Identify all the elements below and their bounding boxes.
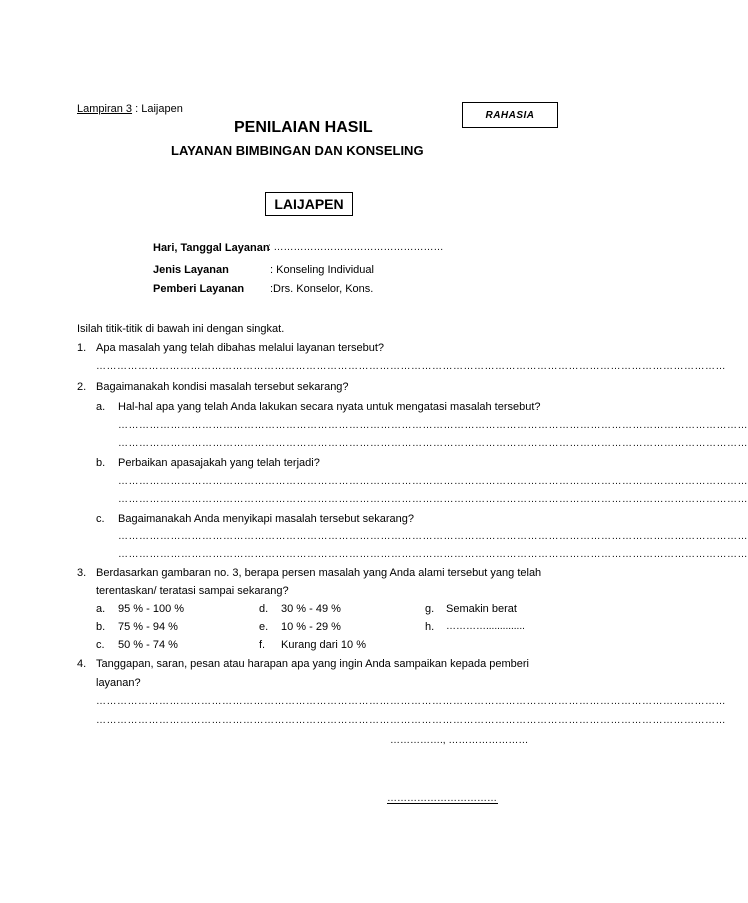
q1-text: Apa masalah yang telah dibahas melalui layanan tersebut? bbox=[96, 342, 385, 354]
q2c-answer-line-1: ……………………………………………………………………………………………………………………………………………………………… bbox=[118, 531, 748, 542]
page-subtitle: LAYANAN BIMBINGAN DAN KONSELING bbox=[171, 143, 424, 158]
pemberi-label: Pemberi Layanan bbox=[153, 283, 245, 295]
q2a-text: Hal-hal apa yang telah Anda lakukan secara nyata untuk mengatasi masalah tersebut? bbox=[118, 401, 541, 413]
q2c-text: Bagaimanakah Anda menyikapi masalah tersebut sekarang? bbox=[118, 513, 414, 525]
page-title: PENILAIAN HASIL bbox=[234, 119, 373, 136]
q3-option-g-text: Semakin berat bbox=[446, 603, 517, 615]
q4-text-line-1: Tanggapan, saran, pesan atau harapan apa yang ingin Anda sampaikan kepada pemberi bbox=[96, 658, 529, 670]
q3-option-a-text: 95 % - 100 % bbox=[118, 603, 185, 615]
q2a-letter: a. bbox=[96, 401, 106, 413]
q3-option-h-letter: h. bbox=[425, 621, 435, 633]
q3-option-e-letter: e. bbox=[259, 621, 269, 633]
q4-number: 4. bbox=[77, 658, 87, 670]
laijapen-title: LAIJAPEN bbox=[274, 196, 344, 212]
signature-line bbox=[387, 803, 498, 804]
rahasia-label: RAHASIA bbox=[485, 110, 535, 121]
q3-option-b-text: 75 % - 94 % bbox=[118, 621, 178, 633]
pemberi-value: :Drs. Konselor, Kons. bbox=[270, 283, 374, 295]
q3-option-g-letter: g. bbox=[425, 603, 435, 615]
jenis-label: Jenis Layanan bbox=[153, 264, 229, 276]
laijapen-box bbox=[265, 192, 353, 216]
rahasia-box bbox=[462, 102, 558, 128]
q2c-letter: c. bbox=[96, 513, 105, 525]
lampiran-label: Lampiran 3 bbox=[77, 103, 133, 115]
jenis-value: : Konseling Individual bbox=[270, 264, 374, 276]
q1-answer-line: ……………………………………………………………………………………………………………………………………………………………… bbox=[96, 361, 726, 372]
q4-text-line-2: layanan? bbox=[96, 677, 141, 689]
q2-text: Bagaimanakah kondisi masalah tersebut sekarang? bbox=[96, 381, 349, 393]
q1-number: 1. bbox=[77, 342, 87, 354]
q3-option-b-letter: b. bbox=[96, 621, 106, 633]
q3-option-e-text: 10 % - 29 % bbox=[281, 621, 341, 633]
q3-number: 3. bbox=[77, 567, 87, 579]
q3-option-d-letter: d. bbox=[259, 603, 269, 615]
q4-answer-line-2: ……………………………………………………………………………………………………………………………………………………………… bbox=[96, 715, 726, 726]
q3-option-f-letter: f. bbox=[259, 639, 266, 651]
signature-dots: …………………………… bbox=[387, 793, 497, 804]
q3-text-line-1: Berdasarkan gambaran no. 3, berapa persen masalah yang Anda alami tersebut yang telah bbox=[96, 567, 542, 579]
q2b-answer-line-1: ……………………………………………………………………………………………………………………………………………………………… bbox=[118, 476, 748, 487]
q2b-letter: b. bbox=[96, 457, 106, 469]
q3-option-d-text: 30 % - 49 % bbox=[281, 603, 341, 615]
lampiran-line bbox=[77, 103, 183, 115]
q3-option-c-letter: c. bbox=[96, 639, 105, 651]
instruction-text: Isilah titik-titik di bawah ini dengan singkat. bbox=[77, 323, 285, 335]
q2a-answer-line-2: ……………………………………………………………………………………………………………………………………………………………… bbox=[118, 438, 748, 449]
date-line: ……………., …………………… bbox=[390, 735, 529, 746]
q4-answer-line-1: ……………………………………………………………………………………………………………………………………………………………… bbox=[96, 696, 726, 707]
q2-number: 2. bbox=[77, 381, 87, 393]
q3-option-h-text: ………….............. bbox=[446, 621, 525, 632]
q3-option-c-text: 50 % - 74 % bbox=[118, 639, 178, 651]
q3-text-line-2: terentaskan/ teratasi sampai sekarang? bbox=[96, 585, 289, 597]
q2a-answer-line-1: ……………………………………………………………………………………………………………………………………………………………… bbox=[118, 420, 748, 431]
hari-value: : …………………………………………… bbox=[268, 242, 444, 253]
hari-label: Hari, Tanggal Layanan bbox=[153, 242, 270, 254]
q3-option-a-letter: a. bbox=[96, 603, 106, 615]
q2c-answer-line-2: ……………………………………………………………………………………………………………………………………………………………… bbox=[118, 549, 748, 560]
lampiran-rest: : Laijapen bbox=[132, 103, 183, 115]
q3-option-f-text: Kurang dari 10 % bbox=[281, 639, 366, 651]
q2b-answer-line-2: ……………………………………………………………………………………………………………………………………………………………… bbox=[118, 494, 748, 505]
q2b-text: Perbaikan apasajakah yang telah terjadi? bbox=[118, 457, 320, 469]
